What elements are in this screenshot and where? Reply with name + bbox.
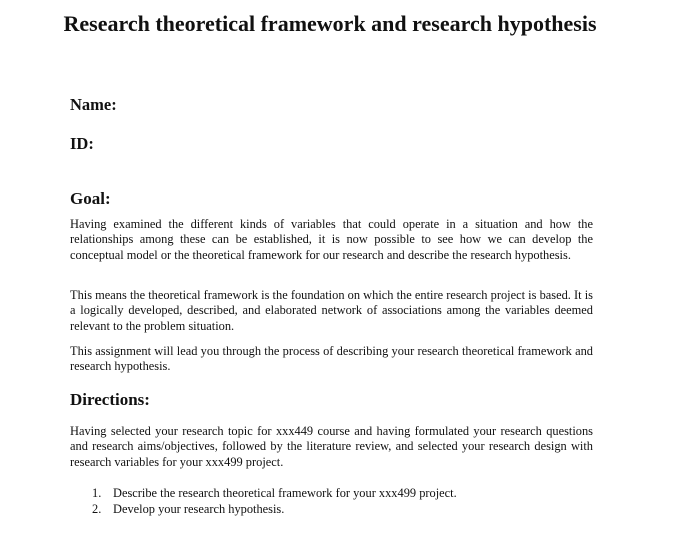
directions-heading: Directions: — [70, 390, 150, 409]
document-title: Research theoretical framework and research hypothesis — [63, 11, 597, 36]
task-number: 1. — [92, 486, 102, 500]
goal-paragraph-2: This means the theoretical framework is the foundation on which the entire research project is based. It is a logically developed, described, and elaborated network of associations among the variables deemed relevant to the problem situation. — [70, 288, 593, 333]
task-item — [70, 485, 593, 501]
task-item — [70, 501, 593, 517]
goal-paragraph-1: Having examined the different kinds of variables that could operate in a situation and how the relationships among these can be established, it is now possible to see how we can develop the conceptual model or the theoretical framework for our research and describe the research hypothesis. — [70, 217, 593, 262]
directions-paragraph: Having selected your research topic for xxx449 course and having formulated your research questions and research aims/objectives, followed by the literature review, and selected your research design with research variables for your xxx499 project. — [70, 424, 593, 469]
task-text: Develop your research hypothesis. — [113, 502, 285, 516]
task-list — [70, 485, 593, 517]
task-text: Describe the research theoretical framework for your xxx499 project. — [113, 486, 457, 500]
id-label: ID: — [70, 134, 94, 153]
goal-paragraph-3: This assignment will lead you through the process of describing your research theoretical framework and research hypothesis. — [70, 344, 593, 374]
task-number: 2. — [92, 502, 102, 516]
goal-heading: Goal: — [70, 189, 111, 208]
name-label: Name: — [70, 95, 117, 114]
